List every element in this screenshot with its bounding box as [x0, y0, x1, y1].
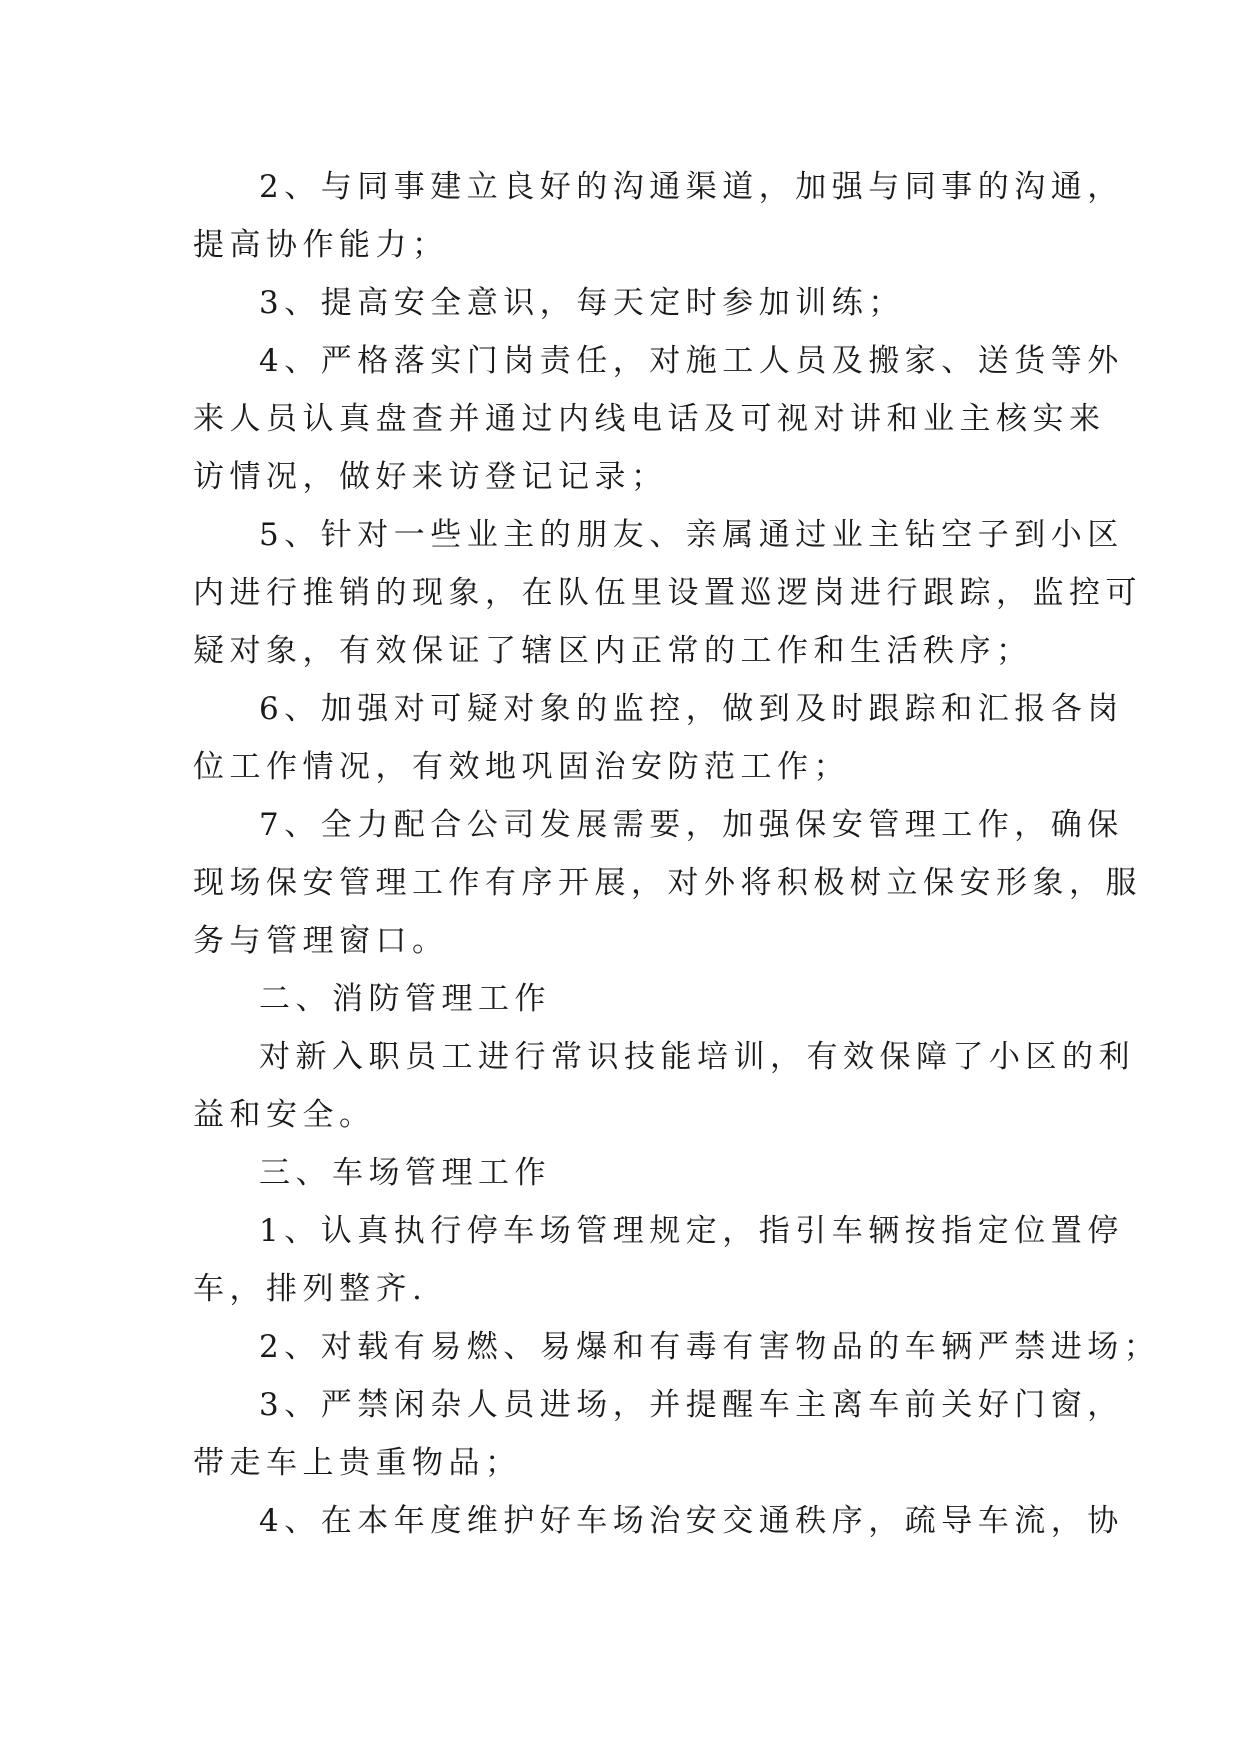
text-line: 3、严禁闲杂人员进场，并提醒车主离车前关好门窗， — [259, 1387, 1124, 1423]
paragraph-item-2 — [193, 158, 1124, 274]
paragraph-item-3 — [193, 274, 1055, 332]
text-line: 带走车上贵重物品； — [193, 1445, 522, 1481]
text-line: 现场保安管理工作有序开展，对外将积极树立保安形象，服 — [193, 865, 1142, 901]
paragraph-parking-2 — [193, 1318, 1161, 1376]
paragraph-item-4 — [193, 332, 1124, 506]
heading-line: 二、消防管理工作 — [259, 981, 551, 1017]
text-line: 内进行推销的现象，在队伍里设置巡逻岗进行跟踪，监控可 — [193, 575, 1142, 611]
paragraph-item-7 — [193, 796, 1142, 970]
text-line: 访情况，做好来访登记记录； — [193, 459, 668, 495]
text-line: 2、对载有易燃、易爆和有毒有害物品的车辆严禁进场； — [259, 1329, 1161, 1365]
text-line: 位工作情况，有效地巩固治安防范工作； — [193, 749, 850, 785]
paragraph-fire-body — [193, 1028, 1135, 1144]
section-heading-parking — [193, 1144, 1055, 1202]
paragraph-item-6 — [193, 680, 1124, 796]
text-line: 提高协作能力； — [193, 227, 449, 263]
text-line: 6、加强对可疑对象的监控，做到及时跟踪和汇报各岗 — [259, 691, 1124, 727]
text-line: 务与管理窗口。 — [193, 923, 449, 959]
text-line: 5、针对一些业主的朋友、亲属通过业主钻空子到小区 — [259, 517, 1124, 553]
paragraph-item-5 — [193, 506, 1142, 680]
text-line: 7、全力配合公司发展需要，加强保安管理工作，确保 — [259, 807, 1124, 843]
paragraph-parking-1 — [193, 1202, 1124, 1318]
heading-line: 三、车场管理工作 — [259, 1155, 551, 1191]
paragraph-parking-3 — [193, 1376, 1124, 1492]
text-line: 4、严格落实门岗责任，对施工人员及搬家、送货等外 — [259, 343, 1124, 379]
text-line: 2、与同事建立良好的沟通渠道，加强与同事的沟通， — [259, 169, 1124, 205]
text-line: 3、提高安全意识，每天定时参加训练； — [259, 285, 905, 321]
text-line: 益和安全。 — [193, 1097, 376, 1133]
document-body — [193, 158, 1161, 1550]
text-line: 1、认真执行停车场管理规定，指引车辆按指定位置停 — [259, 1213, 1124, 1249]
text-line: 来人员认真盘查并通过内线电话及可视对讲和业主核实来 — [193, 401, 1106, 437]
text-line: 对新入职员工进行常识技能培训，有效保障了小区的利 — [259, 1039, 1135, 1075]
paragraph-parking-4 — [193, 1492, 1124, 1550]
section-heading-fire — [193, 970, 1055, 1028]
text-line: 4、在本年度维护好车场治安交通秩序，疏导车流，协 — [259, 1503, 1124, 1539]
text-line: 疑对象，有效保证了辖区内正常的工作和生活秩序； — [193, 633, 1033, 669]
text-line: 车，排列整齐. — [193, 1271, 428, 1307]
